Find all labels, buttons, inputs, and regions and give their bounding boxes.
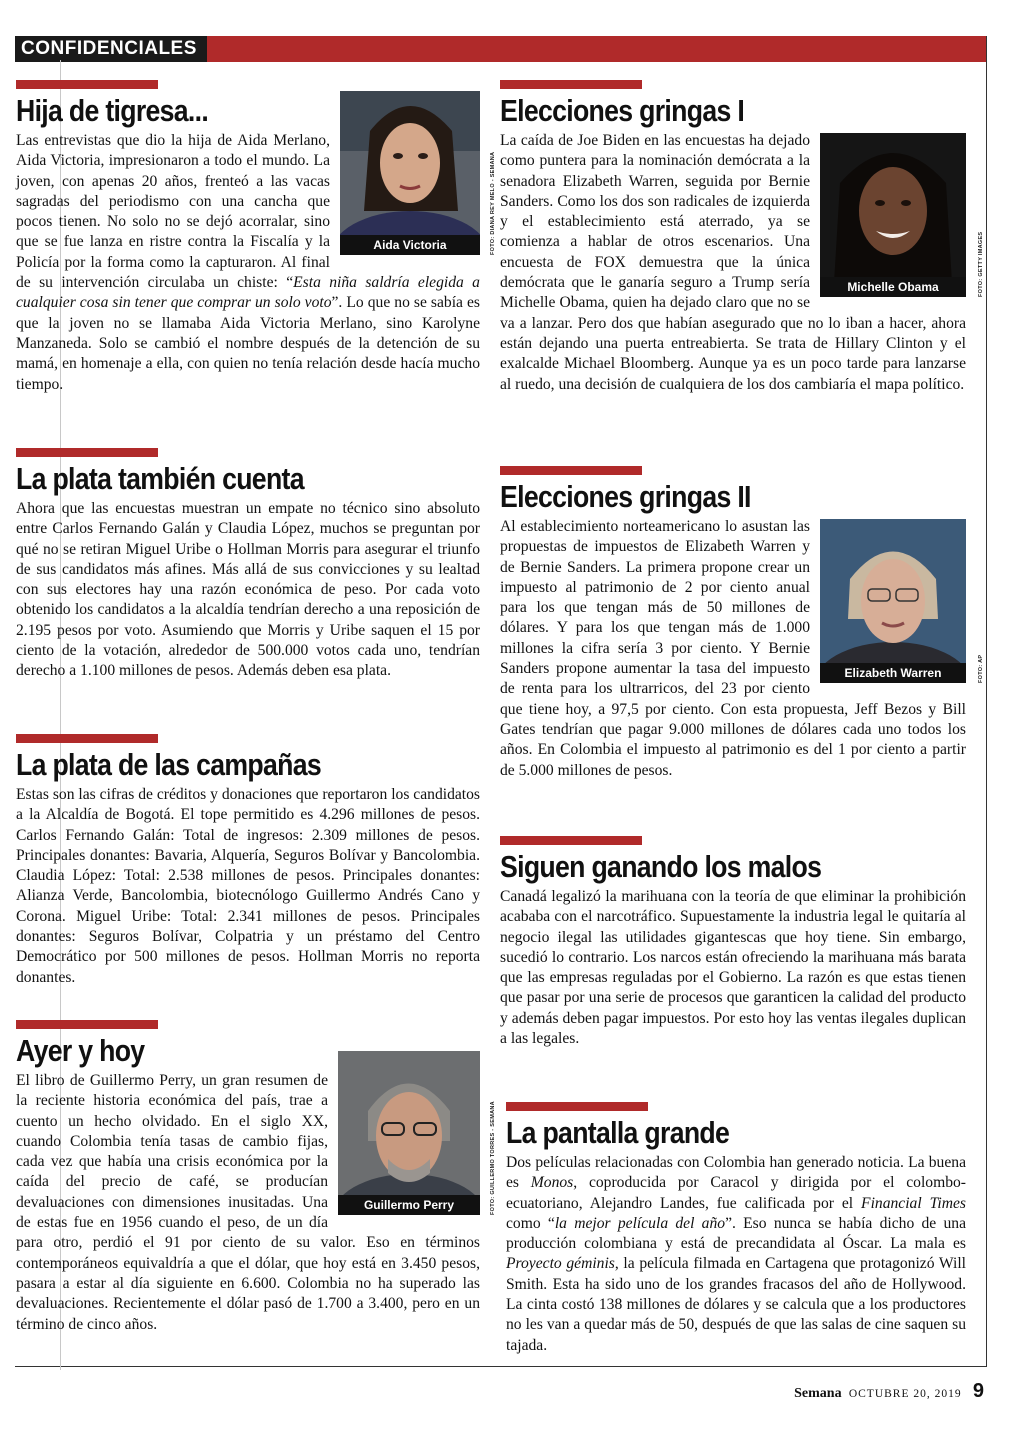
article-elecciones-gringas-2 xyxy=(500,466,984,781)
portrait-image xyxy=(820,133,966,297)
article-title: Elecciones gringas II xyxy=(500,479,751,514)
article-title: Hija de tigresa... xyxy=(16,93,209,128)
article-body: La caída de Joe Biden en las encuestas ha dejado como puntera para la nominación demócrata a la senadora Elizabeth Warren, seguida por Bernie Sanders. Como los dos son radicales de izquierda y el establecimiento está aterrado, ya se comienza a hablar de otros escenarios. Una encuesta de FOX demuestra que la única demócrata que le ganaría seguro a Trump sería Michelle Obama, quien ha dejado claro que no se va a lanzar. Pero dos que habían asegurado que no lo iban a hacer, ahora están dejando una puerta entreabierta. Se trata de Hillary Clinton y el exalcalde Michael Bloomberg. Aunque ya es un poco tarde para lanzarse al ruedo, una decisión de cualquiera de los dos cambiaría el mapa político. xyxy=(500,132,966,393)
article-redbar xyxy=(16,448,158,457)
photo-michelle-obama xyxy=(820,133,984,297)
photo-credit: FOTO: GUILLERMO TORRES - SEMANA xyxy=(490,1101,496,1215)
article-title: La pantalla grande xyxy=(506,1115,730,1150)
photo-credit: FOTO: DIANA REY MELO - SEMANA xyxy=(490,151,496,255)
page-footer xyxy=(794,1380,984,1403)
article-title: La plata de las campañas xyxy=(16,747,322,782)
article-body: Ahora que las encuestas muestran un empate no técnico sino absoluto entre Carlos Fernando Galán y Claudia López, muchos se preguntan por qué no se retiran Miguel Uribe o Hollman Morris para asegurar el triunfo de sus candidatos más afines. Más allá de sus convicciones y su lealtad con sus electores hay una razón económica de peso. Por cada voto obtenido los candidatos a la alcaldía tendrían derecho a una reposición de 2.195 pesos por voto. Asumiendo que Morris y Uribe saquen el 15 por ciento de la votación, alrededor de 500.000 votos cada uno, tendrían derecho a 1.100 millones de pesos. Además deben esa plata. xyxy=(16,500,480,680)
photo-credit: FOTO: GETTY IMAGES xyxy=(978,231,984,297)
photo-elizabeth-warren xyxy=(820,519,984,683)
article-siguen-ganando-los-malos xyxy=(500,836,966,1049)
article-body: Estas son las cifras de créditos y donaciones que reportaron los candidatos a la Alcaldía de Bogotá. El tope permitido es 4.296 millones de pesos. Carlos Fernando Galán: Total de ingresos: 2.309 millones de pesos. Principales donantes: Bavaria, Alquería, Seguros Bolívar y Bancolombia. Claudia López: Total: 2.538 millones de pesos. Principales donantes: Alianza Verde, Bancolombia, biotecnólogo Guillermo Andrés Cano y Corona. Miguel Uribe: Total: 2.341 millones de pesos. Principales donantes: Seguros Bolívar, Colpatria y un préstamo del Centro Democrático por 500 millones de pesos. Hollman Morris no reporta donantes. xyxy=(16,786,480,986)
page-frame-bottom xyxy=(15,1366,987,1367)
photo-caption: Elizabeth Warren xyxy=(820,663,966,683)
article-title: Ayer y hoy xyxy=(16,1033,145,1068)
portrait-image xyxy=(820,519,966,683)
article-redbar xyxy=(500,80,642,89)
article-redbar xyxy=(500,466,642,475)
article-hija-de-tigresa xyxy=(16,80,496,395)
article-la-plata-de-las-campanas xyxy=(16,734,480,988)
article-body: Las entrevistas que dio la hija de Aida Merlano, Aida Victoria, impresionaron a todo el mundo. La joven, con apenas 20 años, frenteó a las vacas sagradas del periodismo con una cancha que pocos tienen. No solo no se dejó acorralar, sino que se fue lanza en ristre contra la Fiscalía y la Policía por la forma como la capturaron. Al final de su intervención circulaba un chiste: “Esta niña saldría elegida a cualquier cosa sin tener que comprar un solo voto”. Lo que no se sabía es que la joven no se llamaba Aida Victoria Merlano, sino Karolyne Manzaneda. Solo se cambió el nombre después de la detención de su mamá, en homenaje a ella, con quien no tenía relación desde hacía mucho tiempo. xyxy=(16,132,480,393)
article-redbar xyxy=(16,80,158,89)
photo-caption: Aida Victoria xyxy=(340,235,480,255)
article-redbar xyxy=(506,1102,648,1111)
article-body: Canadá legalizó la marihuana con la teoría de que eliminar la prohibición acababa con el narcotráfico. Supuestamente la industria legal le quitaría al negocio ilegal las utilidades gigantescas que hoy tiene. Sin embargo, sucedió lo contrario. Los narcos están ofreciendo la marihuana más barata que las empresas reguladas por el Gobierno. La razón es que estas tienen que pasar por una serie de procesos que garanticen la calidad del producto y además deben pagar impuestos. Por esto hoy las ventas ilegales duplican a las legales. xyxy=(500,888,966,1048)
article-title: Elecciones gringas I xyxy=(500,93,745,128)
photo-credit: FOTO: AP xyxy=(978,654,984,683)
article-body: Al establecimiento norteamericano lo asustan las propuestas de impuestos de Elizabeth Warren y de Bernie Sanders. La primera propone crear un impuesto al patrimonio de 2 por ciento anual para los que tengan más de 50 millones de dólares. Y para los que tengan más de 1.000 millones la cifra sería 3 por ciento. Y Bernie Sanders propone aumentar la tasa del impuesto de renta para los ultrarricos, del 23 por ciento que tiene hoy, a 97,5 por ciento. Con esta propuesta, Jeff Bezos y Bill Gates tendrían que pagar 9.000 millones de dólares cada uno todos los años. En Colombia el impuesto al patrimonio es del 1 por ciento a partir de 5.000 millones de pesos. xyxy=(500,518,966,779)
magazine-name: Semana xyxy=(794,1386,842,1401)
article-la-pantalla-grande xyxy=(506,1102,966,1356)
photo-caption: Michelle Obama xyxy=(820,277,966,297)
photo-caption: Guillermo Perry xyxy=(338,1195,480,1215)
article-body: Dos películas relacionadas con Colombia han generado noticia. La buena es Monos, coproducida por Caracol y dirigida por el colombo-ecuatoriano, Alejandro Landes, fue calificada por el Financial Times como “la mejor película del año”. Eso nunca se había dicho de una producción colombiana y está de precandidata al Óscar. La mala es Proyecto géminis, la película filmada en Cartagena que protagonizó Will Smith. Esta ha sido uno de los grandes fracasos del año de Hollywood. La cinta costó 138 millones de dólares y se calcula que a los productores no les van a quedar más de 50, después de que las salas de cine saquen su tajada. xyxy=(506,1154,966,1354)
section-label: CONFIDENCIALES xyxy=(15,36,207,62)
article-body: El libro de Guillermo Perry, un gran resumen de la reciente historia económica del país, trae a cuento un hecho olvidado. En el siglo XX, cuando Colombia tenía tasas de cambio fijas, cada vez que había una crisis económica por la caída del precio de café, se producían devaluaciones con dimensiones inusitadas. Una de estas fue en 1956 cuando el peso, de un día para otro, perdió el 91 por ciento de su valor. Eso en términos contemporáneos equivaldría a que el dólar, que hoy está en 3.450 pesos, pasara a estar al día siguiente en 6.600. Colombia no ha superado las devaluaciones. Recientemente el dólar pasó de 1.700 a 3.400, pero en un término de cinco años. xyxy=(16,1072,480,1333)
article-redbar xyxy=(16,734,158,743)
portrait-image xyxy=(340,91,480,255)
photo-aida-victoria xyxy=(340,91,496,255)
article-title: La plata también cuenta xyxy=(16,461,304,496)
issue-date: OCTUBRE 20, 2019 xyxy=(848,1388,962,1400)
photo-guillermo-perry xyxy=(338,1051,496,1215)
article-elecciones-gringas-1 xyxy=(500,80,984,395)
article-ayer-y-hoy xyxy=(16,1020,496,1335)
article-redbar xyxy=(16,1020,158,1029)
article-redbar xyxy=(500,836,642,845)
page-frame-right xyxy=(986,36,987,1366)
page-number: 9 xyxy=(972,1380,984,1402)
portrait-image xyxy=(338,1051,480,1215)
article-la-plata-tambien-cuenta xyxy=(16,448,480,682)
article-title: Siguen ganando los malos xyxy=(500,849,822,884)
